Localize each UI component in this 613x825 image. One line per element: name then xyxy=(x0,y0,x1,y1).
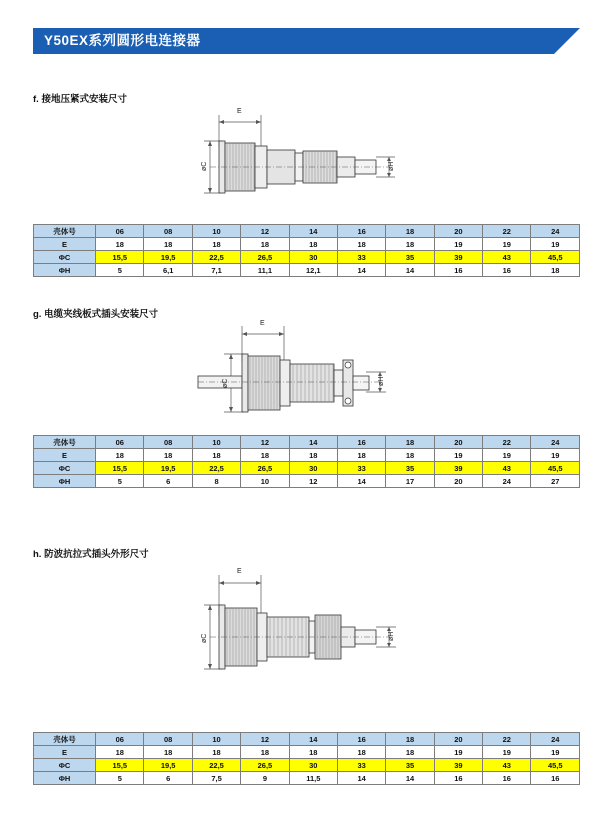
table-header-row xyxy=(34,436,580,449)
table-cell: 16 xyxy=(531,772,580,785)
table-cell: 39 xyxy=(434,759,482,772)
table-cell: 18 xyxy=(386,746,434,759)
column-header-size: 12 xyxy=(241,733,289,746)
table-header-row xyxy=(34,733,580,746)
table-cell: 8 xyxy=(192,475,240,488)
column-header-size: 10 xyxy=(192,225,240,238)
table-cell: 6 xyxy=(144,475,192,488)
table-cell: 45,5 xyxy=(531,251,580,264)
table-row xyxy=(34,462,580,475)
table-cell: 26,5 xyxy=(241,462,289,475)
table-row xyxy=(34,746,580,759)
column-header-size: 06 xyxy=(96,436,144,449)
table-cell: 19 xyxy=(531,449,580,462)
table-cell: 14 xyxy=(337,772,385,785)
column-header-size: 20 xyxy=(434,436,482,449)
table-cell: 45,5 xyxy=(531,759,580,772)
figure-g-dim-h: øH xyxy=(378,376,385,386)
table-cell: 22,5 xyxy=(192,759,240,772)
figure-cable-clamp-plug-mount xyxy=(190,320,420,430)
table-cell: 15,5 xyxy=(96,462,144,475)
figure-h-dim-h: øH xyxy=(388,631,395,641)
column-header-size: 14 xyxy=(289,436,337,449)
table-cell: 14 xyxy=(337,264,385,277)
column-header-size: 16 xyxy=(337,436,385,449)
row-label: ΦC xyxy=(34,759,96,772)
table-cell: 17 xyxy=(386,475,434,488)
table-cell: 14 xyxy=(386,772,434,785)
table-header-row xyxy=(34,225,580,238)
figure-g-dim-c: øC xyxy=(222,378,229,388)
column-header-size: 22 xyxy=(483,733,531,746)
table-cell: 7,5 xyxy=(192,772,240,785)
column-header-size: 20 xyxy=(434,733,482,746)
table-cell: 19,5 xyxy=(144,251,192,264)
column-header-size: 08 xyxy=(144,436,192,449)
table-cell: 19 xyxy=(531,238,580,251)
column-header-size: 24 xyxy=(531,436,580,449)
table-cell: 6,1 xyxy=(144,264,192,277)
figure-g-dim-e: E xyxy=(260,320,265,327)
row-label: ΦC xyxy=(34,251,96,264)
table-cell: 30 xyxy=(289,759,337,772)
table-cell: 26,5 xyxy=(241,251,289,264)
table-cell: 18 xyxy=(192,238,240,251)
column-header-size: 24 xyxy=(531,733,580,746)
figure-grounding-clamp-mount xyxy=(190,105,420,210)
row-label: E xyxy=(34,449,96,462)
table-cell: 19,5 xyxy=(144,759,192,772)
table-cell: 11,5 xyxy=(289,772,337,785)
figure-f-dim-h: øH xyxy=(388,161,395,171)
row-label: ΦH xyxy=(34,772,96,785)
table-cell: 30 xyxy=(289,462,337,475)
column-header-size: 18 xyxy=(386,733,434,746)
table-row xyxy=(34,264,580,277)
table-cell: 22,5 xyxy=(192,462,240,475)
table-cell: 19 xyxy=(483,746,531,759)
column-header-size: 10 xyxy=(192,733,240,746)
column-header-size: 08 xyxy=(144,225,192,238)
table-cell: 9 xyxy=(241,772,289,785)
table-cell: 19 xyxy=(434,238,482,251)
table-cell: 43 xyxy=(483,462,531,475)
table-cell: 19 xyxy=(531,746,580,759)
column-header-size: 20 xyxy=(434,225,482,238)
table-cell: 33 xyxy=(337,462,385,475)
table-row xyxy=(34,759,580,772)
table-cell: 19 xyxy=(483,238,531,251)
table-cell: 18 xyxy=(386,449,434,462)
column-header-size: 18 xyxy=(386,225,434,238)
section-caption-g: g. 电缆夹线板式插头安装尺寸 xyxy=(33,309,159,320)
table-cell: 22,5 xyxy=(192,251,240,264)
spec-table-f xyxy=(33,224,580,277)
table-cell: 33 xyxy=(337,759,385,772)
table-cell: 39 xyxy=(434,462,482,475)
column-header-size: 12 xyxy=(241,225,289,238)
table-cell: 18 xyxy=(241,449,289,462)
table-cell: 19 xyxy=(434,449,482,462)
table-cell: 5 xyxy=(96,475,144,488)
table-row xyxy=(34,772,580,785)
table-cell: 20 xyxy=(434,475,482,488)
table-cell: 18 xyxy=(531,264,580,277)
table-cell: 11,1 xyxy=(241,264,289,277)
spec-table-h xyxy=(33,732,580,785)
table-cell: 18 xyxy=(241,746,289,759)
table-cell: 24 xyxy=(483,475,531,488)
figure-f-dim-e: E xyxy=(237,108,242,115)
table-row xyxy=(34,251,580,264)
table-cell: 43 xyxy=(483,759,531,772)
table-cell: 26,5 xyxy=(241,759,289,772)
table-cell: 16 xyxy=(483,772,531,785)
table-cell: 18 xyxy=(241,238,289,251)
column-header-size: 14 xyxy=(289,225,337,238)
table-row xyxy=(34,449,580,462)
table-cell: 35 xyxy=(386,759,434,772)
table-cell: 12,1 xyxy=(289,264,337,277)
table-cell: 5 xyxy=(96,772,144,785)
table-cell: 18 xyxy=(337,238,385,251)
column-header-size: 16 xyxy=(337,225,385,238)
column-header-shell-no: 壳体号 xyxy=(34,733,96,746)
table-cell: 35 xyxy=(386,251,434,264)
table-cell: 15,5 xyxy=(96,251,144,264)
column-header-size: 14 xyxy=(289,733,337,746)
table-cell: 18 xyxy=(96,746,144,759)
table-cell: 12 xyxy=(289,475,337,488)
table-cell: 45,5 xyxy=(531,462,580,475)
table-cell: 35 xyxy=(386,462,434,475)
table-cell: 18 xyxy=(144,449,192,462)
table-cell: 18 xyxy=(289,746,337,759)
figure-h-dim-e: E xyxy=(237,568,242,575)
table-cell: 43 xyxy=(483,251,531,264)
table-cell: 18 xyxy=(144,238,192,251)
table-cell: 18 xyxy=(192,449,240,462)
table-row xyxy=(34,238,580,251)
table-cell: 18 xyxy=(386,238,434,251)
table-cell: 16 xyxy=(434,264,482,277)
table-cell: 7,1 xyxy=(192,264,240,277)
table-cell: 15,5 xyxy=(96,759,144,772)
row-label: E xyxy=(34,746,96,759)
table-row xyxy=(34,475,580,488)
column-header-size: 08 xyxy=(144,733,192,746)
column-header-shell-no: 壳体号 xyxy=(34,225,96,238)
row-label: ΦH xyxy=(34,475,96,488)
column-header-size: 12 xyxy=(241,436,289,449)
table-cell: 33 xyxy=(337,251,385,264)
table-cell: 30 xyxy=(289,251,337,264)
table-cell: 18 xyxy=(96,449,144,462)
table-cell: 18 xyxy=(289,238,337,251)
column-header-size: 06 xyxy=(96,733,144,746)
table-cell: 19,5 xyxy=(144,462,192,475)
column-header-size: 10 xyxy=(192,436,240,449)
figure-h-dim-c: øC xyxy=(201,633,208,643)
table-cell: 14 xyxy=(386,264,434,277)
table-cell: 18 xyxy=(289,449,337,462)
table-cell: 10 xyxy=(241,475,289,488)
column-header-size: 16 xyxy=(337,733,385,746)
table-cell: 14 xyxy=(337,475,385,488)
column-header-size: 18 xyxy=(386,436,434,449)
table-cell: 19 xyxy=(483,449,531,462)
column-header-shell-no: 壳体号 xyxy=(34,436,96,449)
page-title: Y50EX系列圆形电连接器 xyxy=(44,33,201,48)
table-cell: 19 xyxy=(434,746,482,759)
table-cell: 27 xyxy=(531,475,580,488)
column-header-size: 24 xyxy=(531,225,580,238)
table-cell: 18 xyxy=(144,746,192,759)
figure-f-dim-c: øC xyxy=(201,161,208,171)
row-label: ΦH xyxy=(34,264,96,277)
table-cell: 18 xyxy=(337,746,385,759)
section-caption-h: h. 防波抗拉式插头外形尺寸 xyxy=(33,549,149,560)
column-header-size: 22 xyxy=(483,225,531,238)
table-cell: 18 xyxy=(192,746,240,759)
column-header-size: 22 xyxy=(483,436,531,449)
table-cell: 16 xyxy=(434,772,482,785)
row-label: E xyxy=(34,238,96,251)
table-cell: 18 xyxy=(96,238,144,251)
table-cell: 6 xyxy=(144,772,192,785)
page-header xyxy=(33,28,580,54)
section-caption-f: f. 接地压紧式安装尺寸 xyxy=(33,94,127,105)
column-header-size: 06 xyxy=(96,225,144,238)
table-cell: 39 xyxy=(434,251,482,264)
table-cell: 18 xyxy=(337,449,385,462)
row-label: ΦC xyxy=(34,462,96,475)
figure-wave-resistant-plug-outline xyxy=(190,565,420,680)
spec-table-g xyxy=(33,435,580,488)
table-cell: 16 xyxy=(483,264,531,277)
table-cell: 5 xyxy=(96,264,144,277)
